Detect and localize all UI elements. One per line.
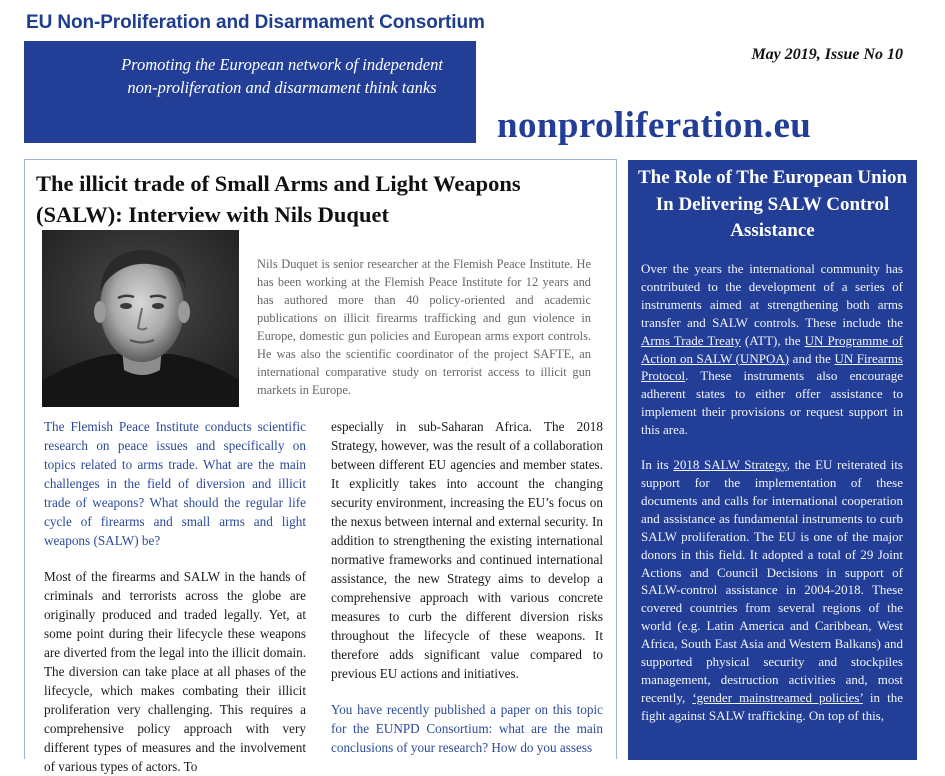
link-arms-trade-treaty[interactable]: Arms Trade Treaty xyxy=(641,332,741,348)
article-title: The illicit trade of Small Arms and Light Weapons (SALW): Interview with Nils Duquet xyxy=(36,171,521,227)
link-gender-mainstreamed-policies[interactable]: ‘gender mainstreamed policies’ xyxy=(692,689,863,705)
interview-answer-1: Most of the firearms and SALW in the hands of criminals and terrorists across the globe are originally produced and traded legally. Yet, at some point during their lifecycle these weapons are diverted from the legal into the illicit domain. The diversion can take place at all phases of the lifecycle, which makes combating their illicit proliferation very challenging. This requires a comprehensive policy approach with very different types of measures and the involvement of various types of actors. To xyxy=(44,569,306,774)
link-un-programme-of-action[interactable]: UN Programme of Action on SALW (UNPOA) xyxy=(641,332,903,366)
site-name-logo[interactable]: nonproliferation.eu xyxy=(497,105,812,146)
banner-tagline xyxy=(24,53,476,99)
interviewee-bio: Nils Duquet is senior researcher at the Flemish Peace Institute. He has been working at the Flemish Peace Institute for 12 years and has authored more than 40 policy-oriented and academic publications on illicit firearms trafficking and gun violence in Europe, domestic gun policies and European arms export controls. He was also the scientific coordinator of the project SAFTE, an international comparative study on terrorist access to illicit gun markets in Europe. xyxy=(257,257,591,397)
sidebar-p1-text-b: (ATT), the xyxy=(740,332,805,348)
portrait-illustration xyxy=(42,230,239,407)
sidebar-paragraph-1 xyxy=(641,260,903,439)
article-column-1 xyxy=(44,417,306,776)
sidebar-paragraph-2 xyxy=(641,456,903,725)
header-banner xyxy=(24,41,476,143)
sidebar-p2-text-c: in the fight against SALW trafficking. On top of this, xyxy=(641,689,903,723)
article-column-2 xyxy=(331,417,603,757)
interviewee-photo xyxy=(42,230,239,407)
link-2018-salw-strategy[interactable]: 2018 SALW Strategy xyxy=(673,457,787,473)
tagline-line-2: non-proliferation and disarmament think tanks xyxy=(127,78,437,97)
link-un-firearms-protocol[interactable]: UN Firearms Protocol xyxy=(641,350,903,384)
consortium-name: EU Non-Proliferation and Disarmament Consortium xyxy=(26,12,485,33)
sidebar-p2-text-b: , the EU reiterated its support for the implementation of these documents and calls for international cooperation and assistance as fundamental instruments to curb SALW proliferation. The EU is one of the major donors in this field. It adopted a total of 29 Joint Actions and Council Decisions in support of SALW-control assistance in 2004-2018. These covered countries from several regions of the world (e.g. Latin America and Caribbean, West Africa, South East Asia and Western Balkans) and supported physical security and stockpiles management, destruction activities and, most recently, xyxy=(641,457,903,705)
sidebar-title-text: The Role of The European Union In Delivering SALW Control Assistance xyxy=(637,167,908,241)
interview-question-1: The Flemish Peace Institute conducts scientific research on peace issues and specifically on topics related to arms trade. What are the main challenges in the field of diversion and illicit trade of weapons? What should the regular life cycle of firearms and small arms and light weapons (SALW) be? xyxy=(44,419,306,548)
sidebar-box xyxy=(628,160,917,760)
sidebar-p1-text-c: and the xyxy=(789,350,835,366)
issue-date: May 2019, Issue No 10 xyxy=(751,46,903,63)
tagline-line-1: Promoting the European network of independent xyxy=(121,55,443,74)
sidebar-title xyxy=(628,165,917,245)
sidebar-p2-text-a: In its xyxy=(641,457,674,473)
interview-question-2: You have recently published a paper on this topic for the EUNPD Consortium: what are the main conclusions of your research? How do you assess xyxy=(331,702,603,755)
sidebar-body xyxy=(641,260,903,725)
sidebar-p1-text-a: Over the years the international community has contributed to the development of a series of instruments aimed at strengthening both arms transfer and SALW controls. These include the xyxy=(641,261,903,330)
interview-answer-1-continued: especially in sub-Saharan Africa. The 2018 Strategy, however, was the result of a collaboration between different EU agencies and member states. It explicitly takes into account the changing security environment, increasing the EU’s focus on the nexus between internal and external security. In addition to strengthening the existing international normative frameworks and continued international assistance, the new Strategy aims to develop a comprehensive approach with various concrete measures to curb the different diversion risks throughout the lifecycle of these weapons. It therefore adds significant value compared to previous EU actions and initiatives. xyxy=(331,419,603,681)
sidebar-p1-text-d: . These instruments also encourage adherent states to either offer assistance to implement their provisions or request support in this area. xyxy=(641,368,903,438)
